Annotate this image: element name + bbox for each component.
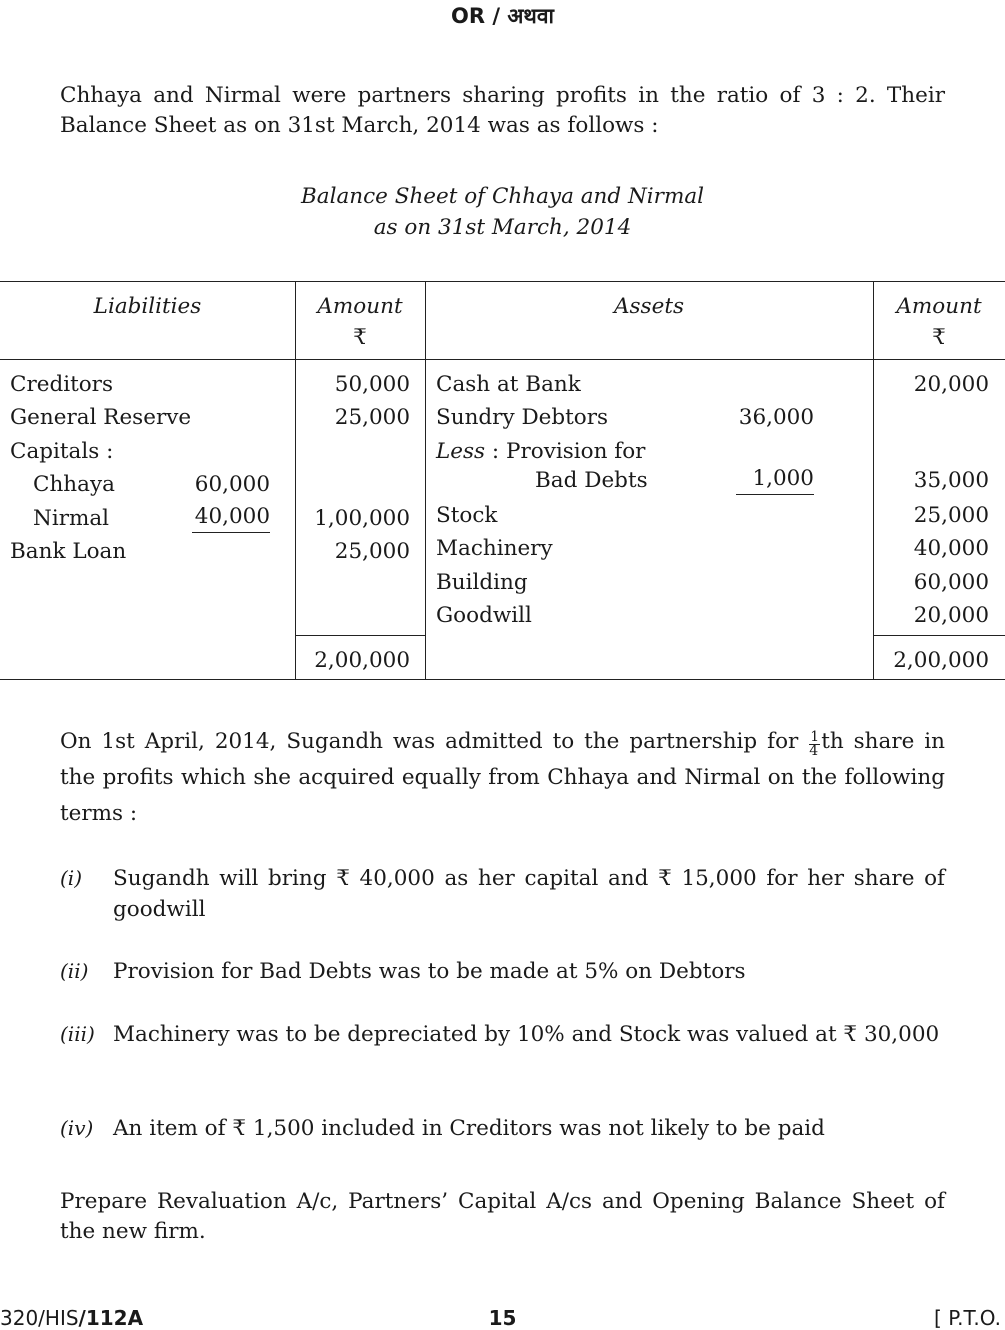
- or-heading: OR / अथवा: [451, 4, 554, 28]
- stock-amount: 25,000: [913, 503, 989, 528]
- term-text-2: Provision for Bad Debts was to be made at 5% on Debtors: [113, 959, 746, 984]
- term-number-1: (i): [60, 866, 83, 890]
- admission-text-after: th share in the profits which she acquired equally from Chhaya and Nirmal on the following terms :: [60, 729, 945, 826]
- general-reserve-label: General Reserve: [10, 405, 192, 430]
- header-amount-left: Amount: [317, 294, 403, 319]
- term-number-3: (iii): [60, 1022, 95, 1046]
- cash-label: Cash at Bank: [436, 372, 581, 397]
- header-assets: Assets: [614, 294, 684, 319]
- term-text-1: Sugandh will bring ₹ 40,000 as her capital and ₹ 15,000 for her share of goodwill: [113, 866, 945, 922]
- liabilities-total: 2,00,000: [314, 648, 410, 673]
- provision-amount: 1,000: [736, 464, 814, 495]
- paper-code-prefix: 320/HIS: [0, 1306, 79, 1330]
- table-top-rule: [0, 281, 1005, 282]
- fraction-denominator: 4: [809, 743, 819, 759]
- header-amount-right: Amount: [896, 294, 982, 319]
- building-label: Building: [436, 570, 528, 595]
- col-divider-2: [425, 281, 426, 679]
- nirmal-capital: 40,000: [192, 502, 270, 533]
- bank-loan-label: Bank Loan: [10, 539, 127, 564]
- capitals-total: 1,00,000: [314, 506, 410, 531]
- bad-debts-label: Bad Debts: [535, 468, 648, 493]
- machinery-label: Machinery: [436, 536, 553, 561]
- creditors-amount: 50,000: [334, 372, 410, 397]
- intro-paragraph: Chhaya and Nirmal were partners sharing profits in the ratio of 3 : 2. Their Balance Sheet as on 31st March, 2014 was as follows :: [60, 83, 945, 138]
- table-caption-line1: Balance Sheet of Chhaya and Nirmal: [300, 184, 705, 209]
- fraction-numerator: 1: [810, 729, 820, 745]
- page-number: 15: [488, 1306, 517, 1330]
- term-number-2: (ii): [60, 959, 89, 983]
- cash-amount: 20,000: [913, 372, 989, 397]
- capitals-label: Capitals :: [10, 439, 114, 464]
- machinery-amount: 40,000: [913, 536, 989, 561]
- liabilities-total-rule: [295, 635, 425, 636]
- admission-text-before: On 1st April, 2014, Sugandh was admitted to the partnership for: [60, 729, 799, 754]
- stock-label: Stock: [436, 503, 498, 528]
- chhaya-capital: 60,000: [194, 472, 270, 497]
- bank-loan-amount: 25,000: [334, 539, 410, 564]
- goodwill-label: Goodwill: [436, 603, 532, 628]
- building-amount: 60,000: [913, 570, 989, 595]
- net-debtors-amount: 35,000: [913, 468, 989, 493]
- assets-total-rule: [873, 635, 1005, 636]
- header-liabilities: Liabilities: [93, 294, 202, 319]
- creditors-label: Creditors: [10, 372, 113, 397]
- general-reserve-amount: 25,000: [334, 405, 410, 430]
- table-header-rule: [0, 359, 1005, 360]
- paper-code-bold: /112A: [78, 1306, 144, 1330]
- term-text-4: An item of ₹ 1,500 included in Creditors was not likely to be paid: [113, 1116, 825, 1141]
- rupee-symbol-left: ₹: [353, 325, 367, 350]
- less-word: Less: [436, 439, 486, 464]
- debtors-label: Sundry Debtors: [436, 405, 609, 430]
- term-number-4: (iv): [60, 1116, 94, 1140]
- debtors-inner-amount: 36,000: [738, 405, 814, 430]
- balance-sheet-table: [0, 281, 1005, 681]
- provision-label: : Provision for: [491, 439, 646, 464]
- chhaya-label: Chhaya: [33, 472, 115, 497]
- closing-instruction: Prepare Revaluation A/c, Partners’ Capital A/cs and Opening Balance Sheet of the new firm.: [60, 1189, 945, 1244]
- table-bottom-rule: [0, 679, 1005, 680]
- pto-marker: [ P.T.O.: [934, 1306, 1001, 1330]
- admission-paragraph: [60, 724, 945, 832]
- term-text-3: Machinery was to be depreciated by 10% and Stock was valued at ₹ 30,000: [113, 1022, 940, 1047]
- nirmal-label: Nirmal: [33, 506, 110, 531]
- goodwill-amount: 20,000: [913, 603, 989, 628]
- one-fourth-fraction: [809, 731, 820, 758]
- assets-total: 2,00,000: [893, 648, 989, 673]
- rupee-symbol-right: ₹: [932, 325, 946, 350]
- table-caption-line2: as on 31st March, 2014: [373, 215, 632, 240]
